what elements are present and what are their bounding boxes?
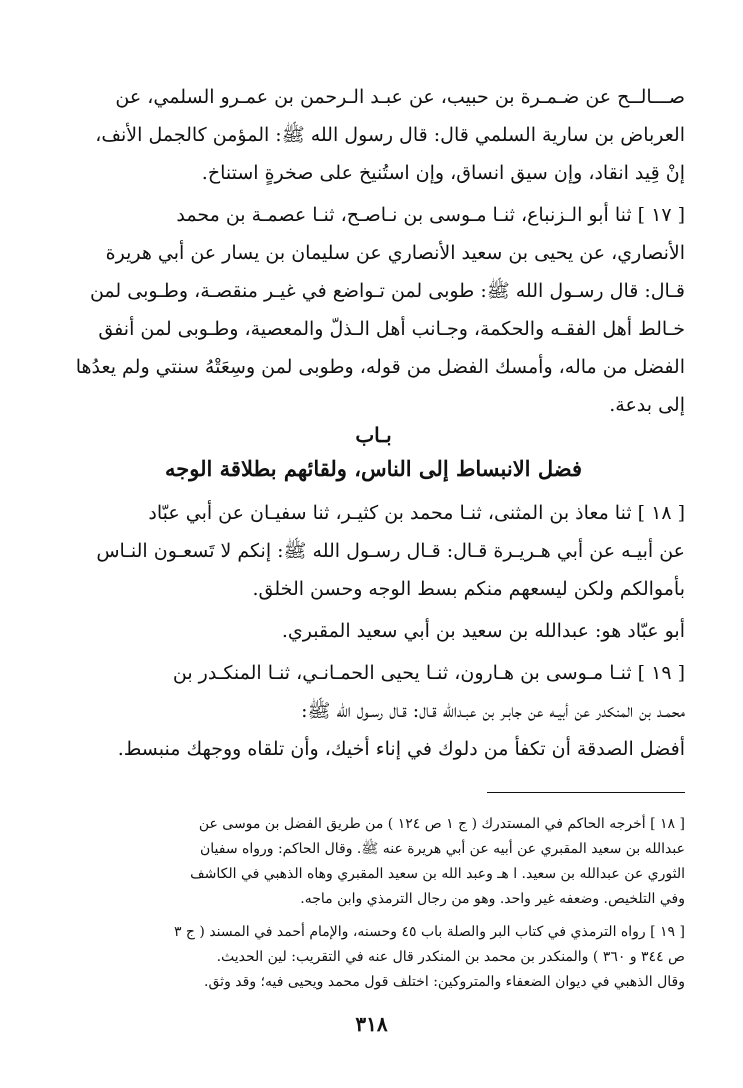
text-line: محمـد بن المنكدر عن أبيـه عن جابـر بن عبـدالله قـال: قـال رسـول الله ﷺ: [301,700,685,722]
text-line: [ ١٧ ] ثنا أبو الـزنباع، ثنـا مـوسى بن نـاصـح، ثنـا عصمـة بن محمد [176,204,685,226]
chapter-heading [62,418,685,486]
footnote-line: [ ١٩ ] رواه الترمذي في كتاب البر والصلة باب ٤٥ وحسنه، والإمام أحمد في المسند ( ج ٣ [173,924,685,940]
footnote-19 [62,920,685,995]
text-line: العرباض بن سارية السلمي قال: قال رسول الله ﷺ: المؤمن كالجمل الأنف، [95,124,685,146]
footnote-line: عبدالله بن سعيد المقبري عن أبيه عن أبي هريرة عنه ﷺ. وقال الحاكم: ورواه سفيان [199,841,685,857]
footnote-line: الثوري عن عبدالله بن سعيد. ا هـ وعبد الله بن سعيد المقبري وهاه الذهبي في الكاشف [190,866,685,882]
text-line: الأنصاري، عن يحيى بن سعيد الأنصاري عن سليمان بن يسار عن أبي هريرة [105,242,685,264]
hadith-17 [62,196,685,424]
text-line: أبو عبّاد هو: عبدالله بن سعيد بن أبي سعيد المقبري. [281,620,685,642]
footnote-18 [62,812,685,912]
text-line: أفضل الصدقة أن تكفأ من دلوك في إناء أخيك، وأن تلقاه ووجهك منبسط. [117,738,685,760]
hadith-text-continued [62,78,685,192]
chapter-title: فضل الانبساط إلى الناس، ولقائهم بطلاقة الوجه [165,456,582,481]
text-line: الفضل من ماله، وأمسك الفضل من قوله، وطوبى لمن وسِعَتْهُ سنتي ولم يعدُها [75,356,685,378]
footnote-line: ص ٣٤٤ و ٣٦٠ ) والمنكدر بن محمد بن المنكدر قال عنه في التقريب: لين الحديث. [216,949,685,965]
text-line: [ ١٩ ] ثنـا مـوسى بن هـارون، ثنـا يحيى الحمـانـي، ثنـا المنكـدر بن [172,662,685,684]
text-line: بأموالكم ولكن ليسعهم منكم بسط الوجه وحسن الخلق. [252,578,685,600]
chapter-label: بـاب [355,423,392,447]
text-line: قـال: قال رسـول الله ﷺ: طوبى لمن تـواضع في غيـر منقصـة، وطـوبى لمن [89,280,685,302]
page-number: ٣١٨ [355,1012,388,1036]
text-line: إلى بدعة. [609,394,685,416]
text-line: خـالط أهل الفقـه والحكمة، وجـانب أهل الـذلّ والمعصية، وطـوبى لمن أنفق [98,318,685,340]
text-line: إنْ قِيد انقاد، وإن سيق انساق، وإن استُنيخ على صخرةٍ استناخ. [201,162,685,184]
narrator-note [62,612,685,650]
footnote-divider [487,792,685,793]
text-line: صـــالــح عن ضـمـرة بن حبيب، عن عبـد الـرحمن بن عمـرو السلمي، عن [115,86,685,108]
footnote-line: [ ١٨ ] أخرجه الحاكم في المستدرك ( ج ١ ص ١٢٤ ) من طريق الفضل بن موسى عن [198,816,685,832]
footnote-line: وفي التلخيص. وضعفه غير واحد. وهو من رجال الترمذي وابن ماجه. [300,891,685,907]
hadith-18 [62,494,685,608]
footnote-line: وقال الذهبي في ديوان الضعفاء والمتروكين: اختلف قول محمد ويحيى فيه؛ وقد وثق. [204,974,685,990]
text-line: عن أبيـه عن أبي هـريـرة قـال: قـال رسـول الله ﷺ: إنكم لا تَسعـون النـاس [96,540,685,562]
text-line: [ ١٨ ] ثنا معاذ بن المثنى، ثنـا محمد بن كثيـر، ثنا سفيـان عن أبي عبّاد [148,502,685,524]
hadith-19 [62,654,685,768]
